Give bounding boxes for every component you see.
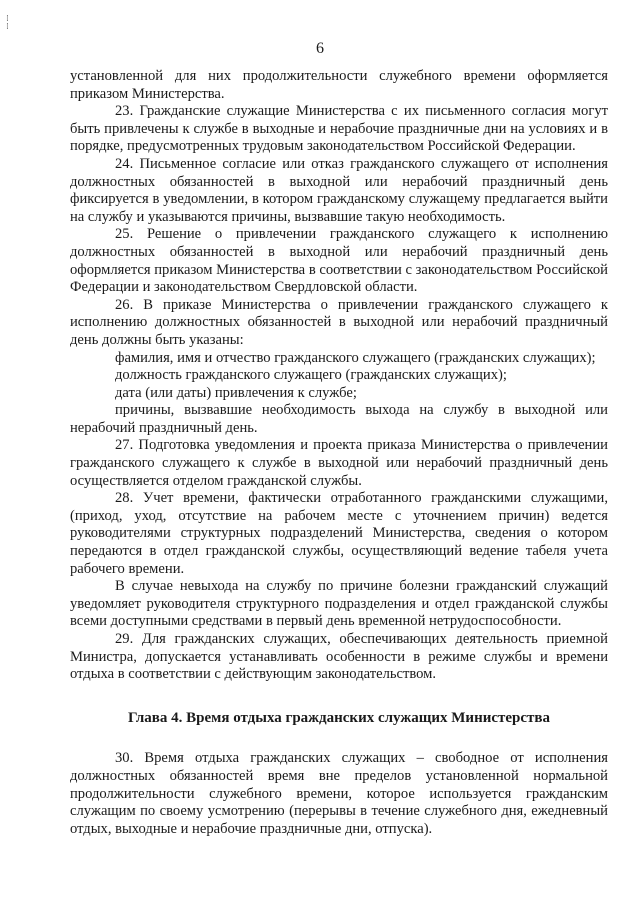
scan-margin-mark: ⁞ ⁞: [6, 14, 9, 32]
paragraph-continuation: установленной для них продолжительности служебного времени оформляется приказом Министерства.: [70, 68, 608, 102]
paragraph-30: 30. Время отдыха гражданских служащих – свободное от исполнения должностных обязанностей время вне пределов установленной нормальной продолжительности служебного времени, которое используется гражданским служащим по своему усмотрению (перерывы в течение служебного дня, ежедневный отдых, выходные и нерабочие праздничные дни, отпуска).: [70, 750, 608, 837]
paragraph-25: 25. Решение о привлечении гражданского служащего к исполнению должностных обязанностей в выходной или нерабочий праздничный день оформляется приказом Министерства в соответствии с законодательством Российской Федерации и законодательством Свердловской области.: [70, 226, 608, 296]
paragraph-29: 29. Для гражданских служащих, обеспечивающих деятельность приемной Министра, допускается устанавливать особенности в режиме службы и времени отдыха в соответствии с действующим законодательством.: [70, 631, 608, 683]
page-number: 6: [316, 40, 324, 57]
list-item-position: должность гражданского служащего (гражданских служащих);: [115, 367, 507, 384]
paragraph-26: 26. В приказе Министерства о привлечении гражданского служащего к исполнению должностных обязанностей в выходной или нерабочий праздничный день должны быть указаны:: [70, 296, 608, 348]
document-body: [70, 68, 608, 838]
list-item-reasons: причины, вызвавшие необходимость выхода на службу в выходной или нерабочий праздничный день.: [70, 402, 608, 436]
list-item-date: дата (или даты) привлечения к службе;: [115, 384, 357, 401]
paragraph-28: 28. Учет времени, фактически отработанного гражданскими служащими, (приход, уход, отсутствие на рабочем месте с уточнением причин) ведется руководителями структурных подразделений Министерства, сведения о котором передаются в отдел гражданской службы, осуществляющий ведение табеля учета рабочего времени.: [70, 490, 608, 577]
paragraph-28-illness: В случае невыхода на службу по причине болезни гражданский служащий уведомляет руководителя структурного подразделения и отдел гражданской службы всеми доступными средствами в первый день временной нетрудоспособности.: [70, 578, 608, 630]
paragraph-23: 23. Гражданские служащие Министерства с их письменного согласия могут быть привлечены к службе в выходные и нерабочие праздничные дни на условиях и в порядке, предусмотренных трудовым законодательством Российской Федерации.: [70, 103, 608, 155]
list-item-name: фамилия, имя и отчество гражданского служащего (гражданских служащих);: [115, 349, 596, 366]
paragraph-27: 27. Подготовка уведомления и проекта приказа Министерства о привлечении гражданского служащего к службе в выходной или нерабочий праздничный день осуществляется отделом гражданской службы.: [70, 437, 608, 489]
paragraph-24: 24. Письменное согласие или отказ гражданского служащего от исполнения должностных обязанностей в выходной или нерабочий праздничный день фиксируется в уведомлении, в котором гражданскому служащему предлагается выйти на службу и указываются причины, вызвавшие такую необходимость.: [70, 155, 608, 225]
chapter-title: Глава 4. Время отдыха гражданских служащих Министерства: [127, 709, 551, 726]
